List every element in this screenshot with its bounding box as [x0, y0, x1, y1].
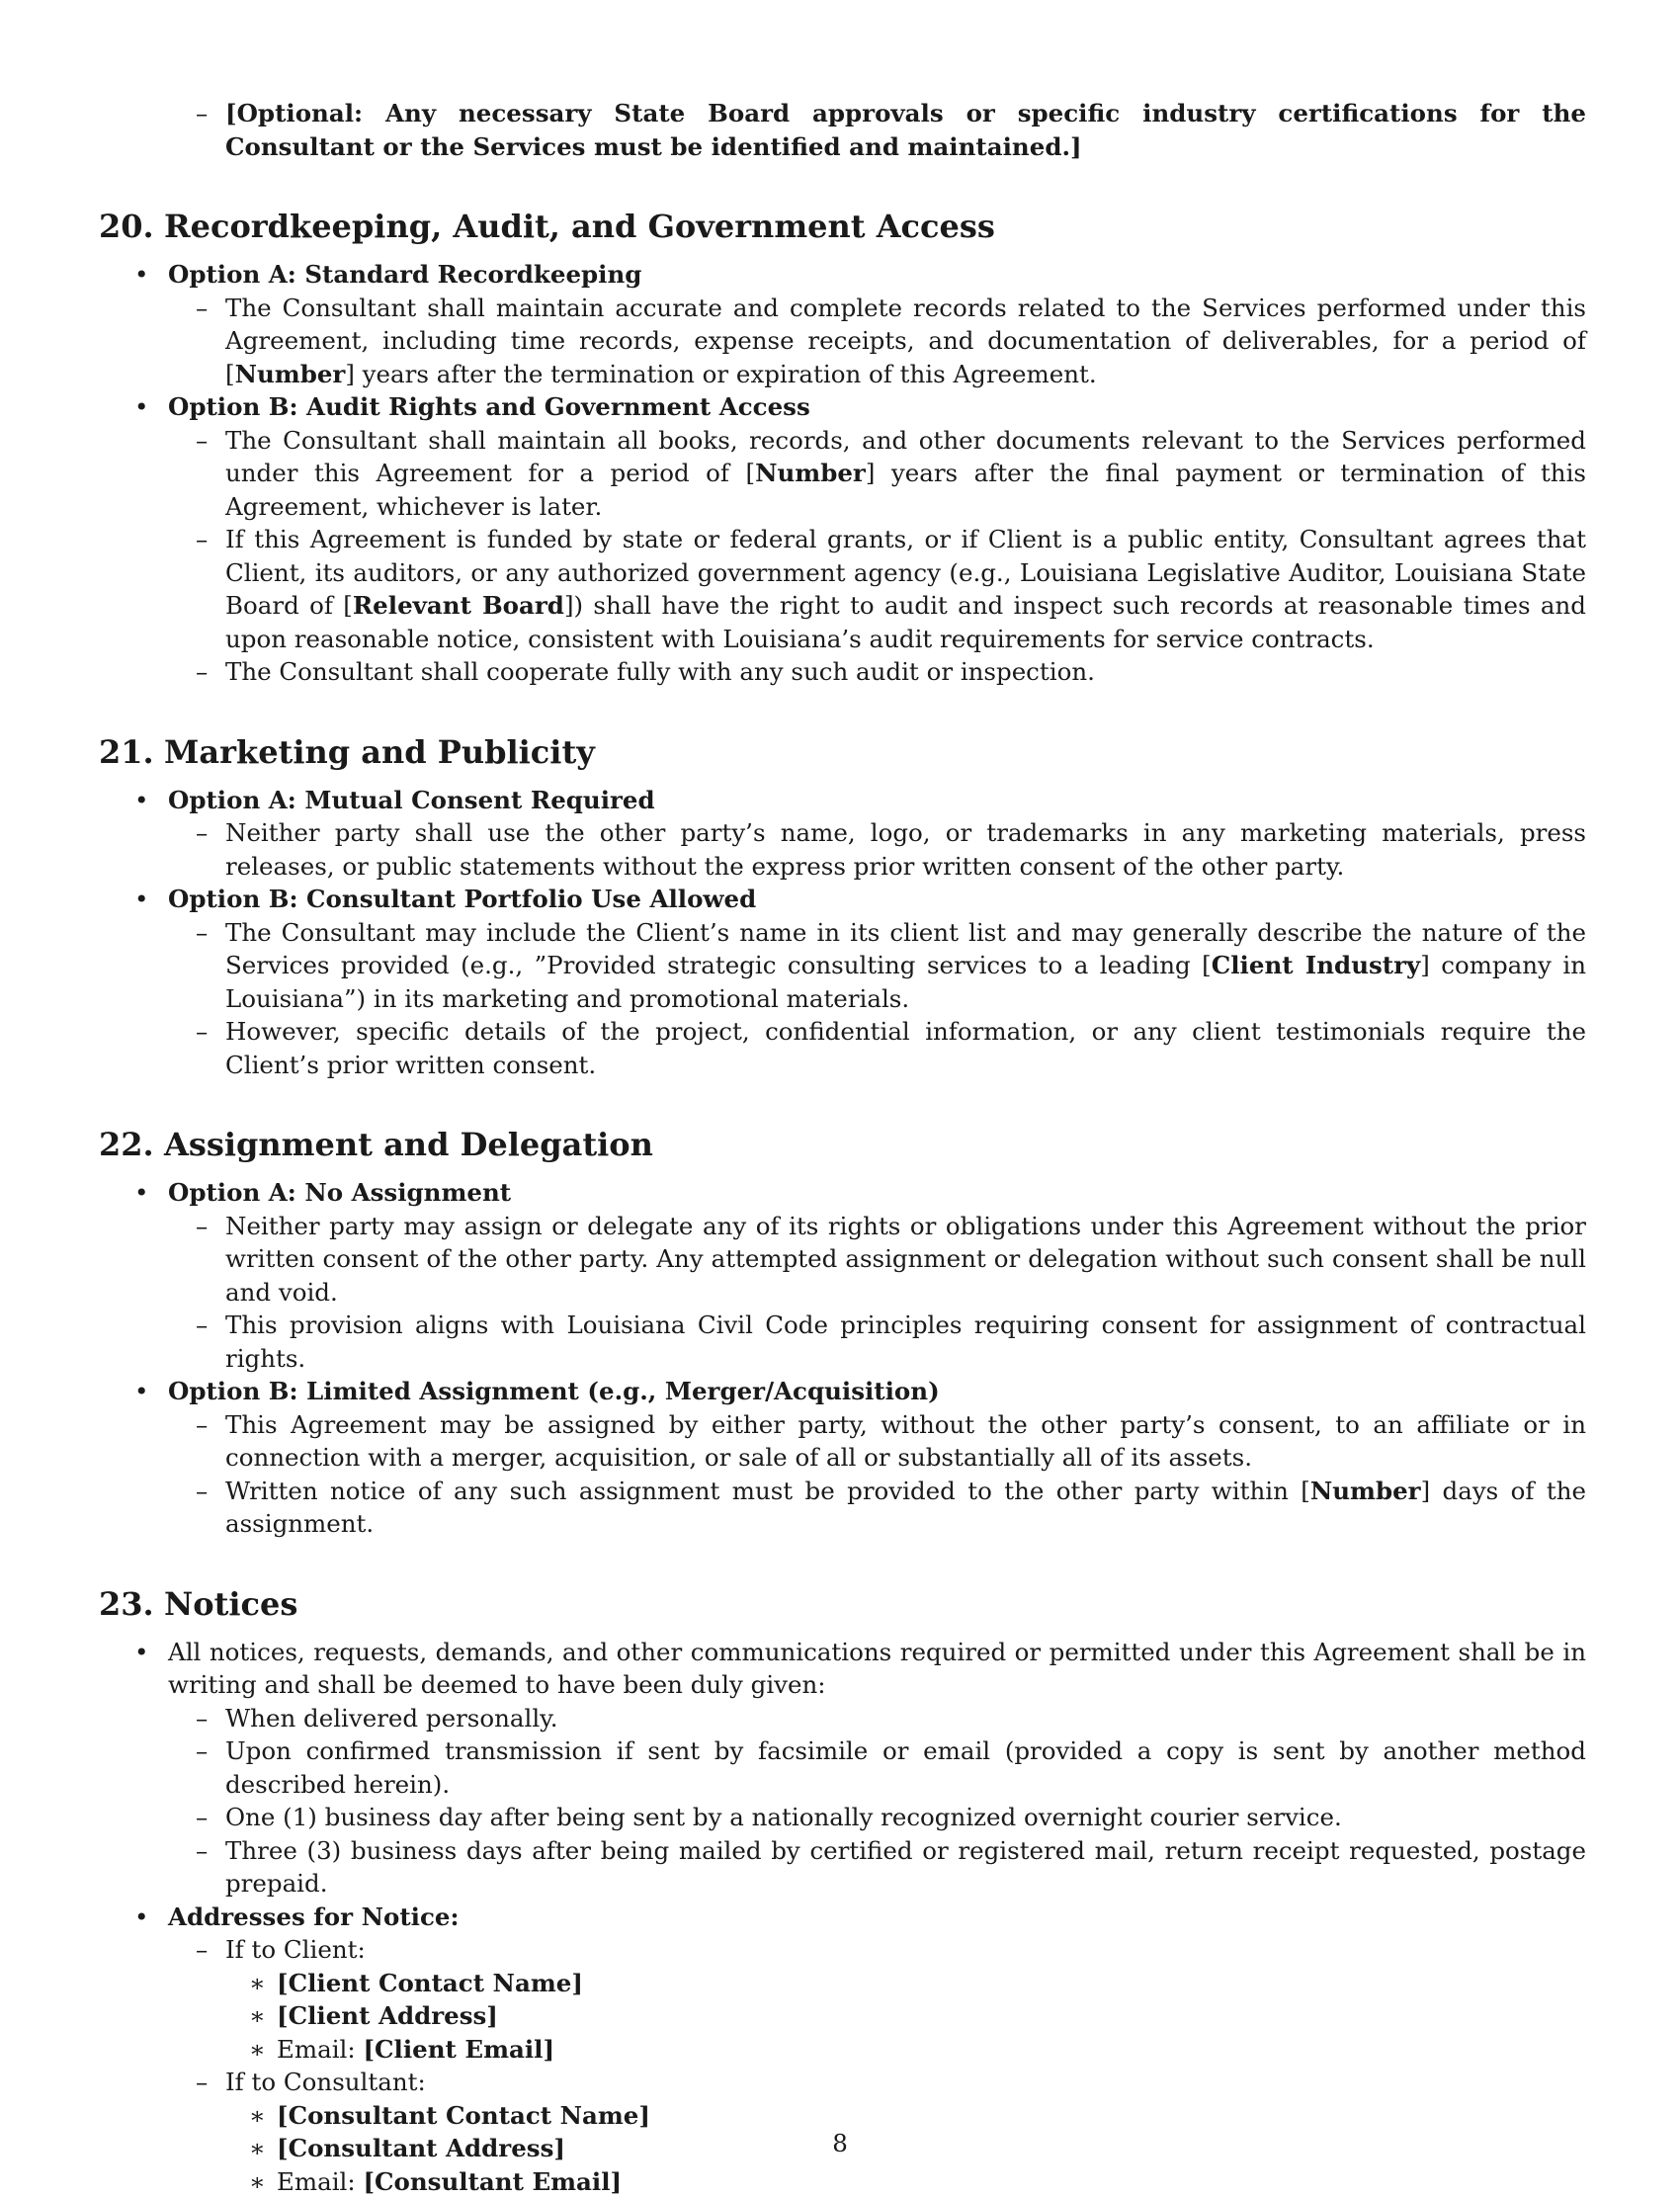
text: This Agreement may be assigned by either party, without the other party’s consent, to an affiliate or in connection with a merger, acquisition, or sale of all or substantially all of its assets. [225, 1410, 1586, 1473]
section-title-text: Notices [164, 1585, 297, 1623]
placeholder-field: Relevant Board [353, 591, 564, 620]
list-item [168, 1309, 1586, 1375]
text: Email: [277, 2167, 363, 2196]
list-item [168, 1408, 1586, 1475]
sub-list [168, 292, 1586, 391]
sub-list [168, 816, 1586, 883]
text: ] days of the assignment. [225, 1477, 1586, 1539]
option-label: Addresses for Notice: [168, 1902, 460, 1931]
list-item [168, 1834, 1586, 1901]
list-item [99, 390, 1586, 689]
text: ] years after the final payment or termination of this Agreement, whichever is later. [225, 459, 1586, 521]
section-number: 22. [99, 1125, 164, 1164]
placeholder-field: Number [755, 459, 866, 487]
section-number: 23. [99, 1584, 164, 1624]
list-item [168, 97, 1586, 163]
placeholder-field: [Client Contact Name] [277, 1969, 583, 1997]
text: Upon confirmed transmission if sent by facsimile or email (provided a copy is sent by another method described herein). [225, 1736, 1586, 1799]
option-label: Option A: Standard Recordkeeping [168, 260, 641, 289]
continued-list [168, 97, 1586, 163]
sub-sub-list [225, 1967, 1586, 2067]
section-22-title [99, 1125, 1586, 1164]
optional-note: [Optional: Any necessary State Board approvals or specific industry certifications for the Consultant or the Services must be identified and maintained.] [225, 99, 1586, 161]
list-item [168, 1015, 1586, 1081]
list-item [168, 1801, 1586, 1834]
text: ] years after the termination or expiration of this Agreement. [345, 360, 1096, 388]
list-item [225, 2099, 1586, 2133]
option-label: Option B: Audit Rights and Government Access [168, 392, 810, 421]
list-item [168, 1933, 1586, 2066]
section-title-text: Recordkeeping, Audit, and Government Access [164, 208, 995, 245]
sub-list [168, 424, 1586, 689]
placeholder-field: [Consultant Email] [363, 2167, 622, 2196]
section-number: 21. [99, 732, 164, 772]
section-22-options [99, 1176, 1586, 1541]
list-item [168, 523, 1586, 655]
text: This provision aligns with Louisiana Civil Code principles requiring consent for assignment of contractual rights. [225, 1310, 1586, 1373]
text: If to Client: [225, 1935, 366, 1964]
section-number: 20. [99, 207, 164, 246]
text: Neither party shall use the other party’s name, logo, or trademarks in any marketing materials, press releases, or public statements without the express prior written consent of the other party. [225, 818, 1586, 881]
placeholder-field: Client Industry [1212, 951, 1421, 979]
list-item [168, 424, 1586, 524]
list-item [168, 292, 1586, 391]
placeholder-field: [Client Email] [363, 2035, 554, 2064]
text: Email: [277, 2035, 363, 2064]
text: If this Agreement is funded by state or federal grants, or if Client is a public entity, Consultant agrees that Client, its auditors, or any authorized government agency (e.g., Louisiana Legislative Auditor, Louisiana State Board of [ [225, 525, 1586, 620]
list-item [225, 1967, 1586, 2000]
text: However, specific details of the project, confidential information, or any client testimonials require the Client’s prior written consent. [225, 1017, 1586, 1079]
text: Written notice of any such assignment must be provided to the other party within [ [225, 1477, 1310, 1505]
list-item [168, 1475, 1586, 1541]
list-item [99, 1375, 1586, 1541]
text: If to Consultant: [225, 2068, 426, 2096]
option-label: Option A: No Assignment [168, 1178, 511, 1207]
list-item [99, 1176, 1586, 1375]
page-content [99, 97, 1586, 2198]
option-label: Option B: Consultant Portfolio Use Allowed [168, 885, 756, 913]
placeholder-field: Number [1310, 1477, 1421, 1505]
list-item [99, 883, 1586, 1081]
section-21-options [99, 784, 1586, 1082]
page-number: 8 [0, 2129, 1680, 2157]
list-item [168, 1210, 1586, 1310]
placeholder-field: Number [235, 360, 346, 388]
placeholder-field: [Client Address] [277, 2001, 498, 2030]
list-item [99, 258, 1586, 390]
list-item [168, 916, 1586, 1016]
text: ]) shall have the right to audit and inspect such records at reasonable times and upon reasonable notice, consistent with Louisiana’s audit requirements for service contracts. [225, 591, 1586, 653]
section-title-text: Marketing and Publicity [164, 733, 595, 771]
text: Three (3) business days after being mailed by certified or registered mail, return receipt requested, postage prepaid. [225, 1836, 1586, 1899]
list-item [168, 1734, 1586, 1801]
text: The Consultant shall maintain accurate and complete records related to the Services performed under this Agreement, including time records, expense receipts, and documentation of deliverables, for a period of [ [225, 294, 1586, 388]
section-23-title [99, 1584, 1586, 1624]
text: The Consultant may include the Client’s name in its client list and may generally describe the nature of the Services provided (e.g., ”Provided strategic consulting services to a leading [ [225, 918, 1586, 980]
list-item [99, 1636, 1586, 1901]
text: Neither party may assign or delegate any of its rights or obligations under this Agreement without the prior written consent of the other party. Any attempted assignment or delegation without such consent shall be null and void. [225, 1212, 1586, 1307]
list-item [225, 2033, 1586, 2067]
sub-list [168, 916, 1586, 1082]
sub-list [168, 1408, 1586, 1541]
list-item [225, 2165, 1586, 2198]
text: One (1) business day after being sent by a nationally recognized overnight courier service. [225, 1803, 1342, 1831]
list-item [99, 784, 1586, 884]
text: All notices, requests, demands, and other communications required or permitted under this Agreement shall be in writing and shall be deemed to have been duly given: [168, 1638, 1586, 1700]
section-20-title [99, 207, 1586, 246]
list-item [168, 816, 1586, 883]
text: The Consultant shall cooperate fully with any such audit or inspection. [225, 657, 1095, 686]
section-title-text: Assignment and Delegation [164, 1126, 653, 1163]
list-item [168, 655, 1586, 689]
placeholder-field: [Consultant Address] [277, 2134, 565, 2162]
sub-list [168, 1210, 1586, 1376]
text: The Consultant shall maintain all books, records, and other documents relevant to the Services performed under this Agreement for a period of [ [225, 426, 1586, 488]
list-item [168, 1702, 1586, 1735]
section-23-list [99, 1636, 1586, 2198]
text: ] company in Louisiana”) in its marketing and promotional materials. [225, 951, 1586, 1013]
section-20-options [99, 258, 1586, 689]
sub-list [168, 1933, 1586, 2198]
sub-list [168, 1702, 1586, 1901]
placeholder-field: [Consultant Contact Name] [277, 2101, 650, 2130]
section-21-title [99, 732, 1586, 772]
option-label: Option B: Limited Assignment (e.g., Merger/Acquisition) [168, 1377, 940, 1405]
option-label: Option A: Mutual Consent Required [168, 786, 655, 814]
text: When delivered personally. [225, 1704, 558, 1733]
list-item [225, 1999, 1586, 2033]
